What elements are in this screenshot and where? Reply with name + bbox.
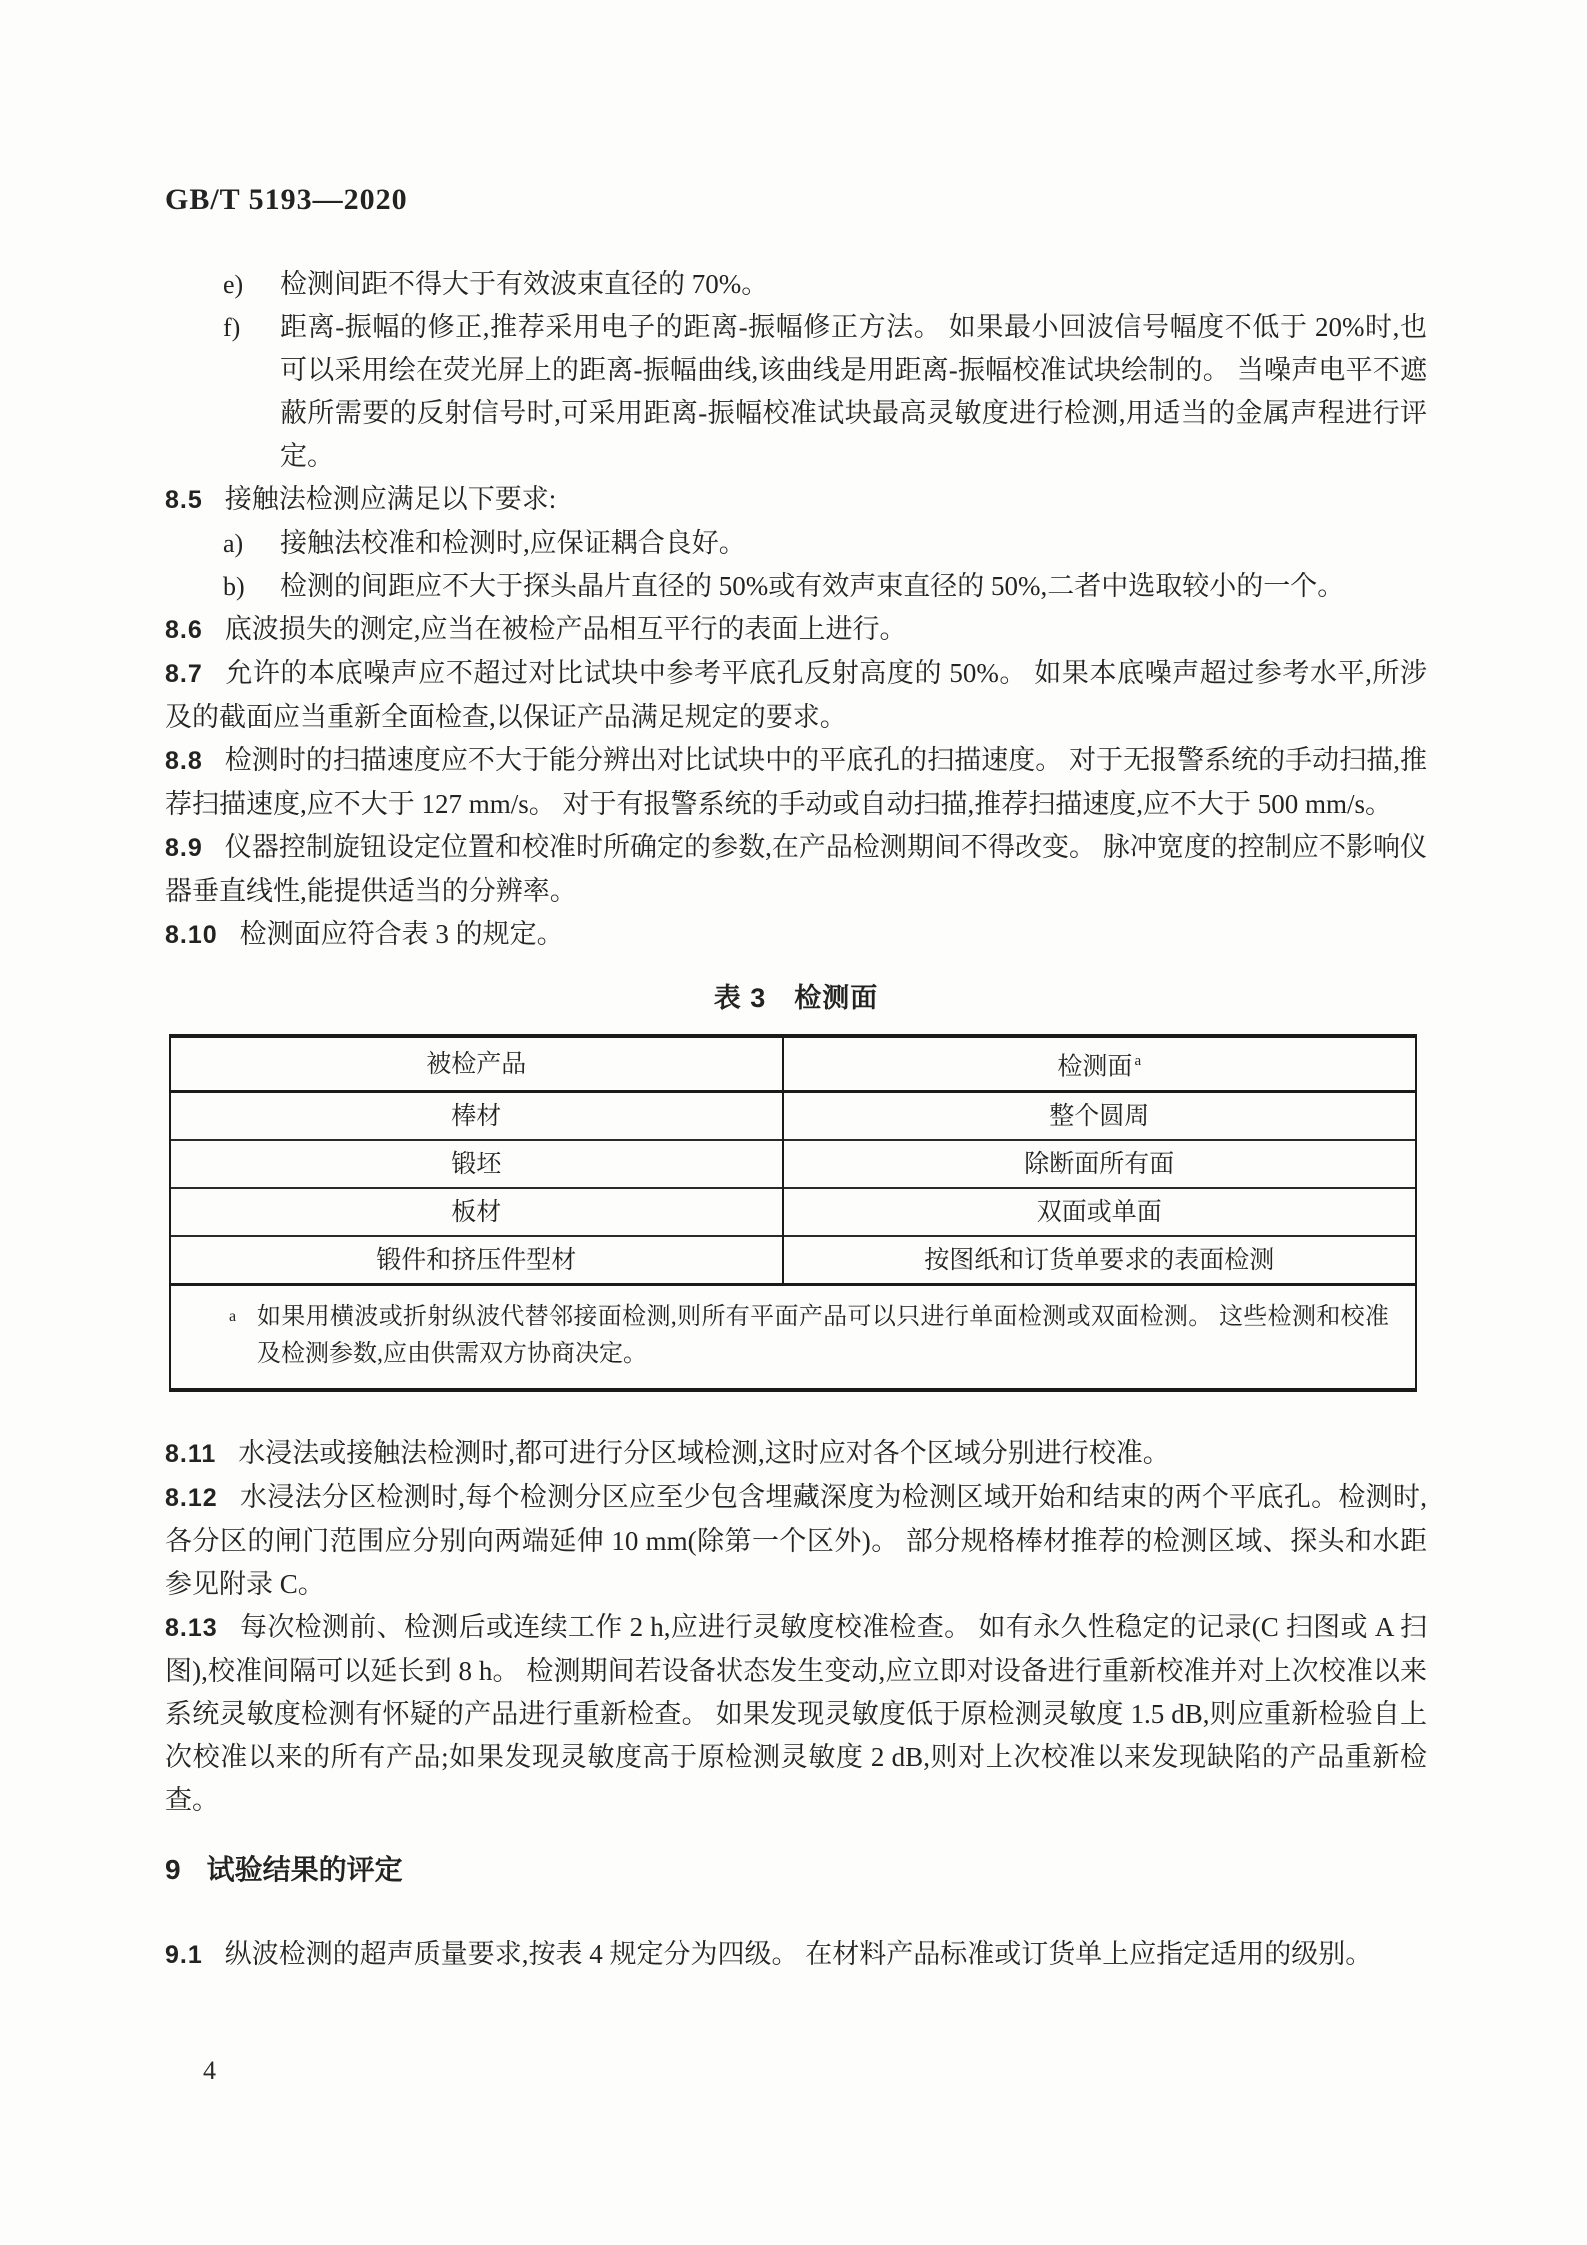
table-cell-product: 锻件和挤压件型材: [170, 1236, 783, 1285]
clause-8-12: [165, 1476, 1427, 1606]
clause-number: 8.13: [165, 1614, 218, 1642]
list-item-text: 距离-振幅的修正,推荐采用电子的距离-振幅修正方法。 如果最小回波信号幅度不低于 20%时,也可以采用绘在荧光屏上的距离-振幅曲线,该曲线是用距离-振幅校准试块绘制的。 当噪声电平不遮蔽所需要的反射信号时,可采用距离-振幅校准试块最高灵敏度进行检测,用适当的金属声程进行评定。: [280, 312, 1427, 471]
list-item-f: [223, 306, 1427, 478]
table-footnote: [170, 1285, 1416, 1391]
clause-text: 检测时的扫描速度应不大于能分辨出对比试块中的平底孔的扫描速度。 对于无报警系统的手动扫描,推荐扫描速度,应不大于 127 mm/s。 对于有报警系统的手动或自动扫描,推荐扫描速度,应不大于 500 mm/s。: [165, 745, 1427, 819]
table-row: [170, 1188, 1416, 1236]
clause-text: 纵波检测的超声质量要求,按表 4 规定分为四级。 在材料产品标准或订货单上应指定适用的级别。: [224, 1939, 1373, 1969]
page-number: 4: [203, 2056, 216, 2085]
section-title: 试验结果的评定: [206, 1854, 403, 1885]
clause-number: 8.9: [165, 834, 203, 862]
table-cell-surface: 除断面所有面: [783, 1140, 1416, 1188]
table-caption: 表 3 检测面: [713, 983, 879, 1013]
table-row: [170, 1092, 1416, 1141]
clause-number: 8.5: [165, 486, 203, 514]
list-item-text: 检测的间距应不大于探头晶片直径的 50%或有效声束直径的 50%,二者中选取较小的一个。: [280, 571, 1345, 601]
list-item-label: b): [223, 572, 245, 601]
clause-text: 检测面应符合表 3 的规定。: [239, 919, 564, 949]
list-item-label: f): [223, 313, 241, 342]
clause-number: 8.7: [165, 660, 203, 688]
table-cell-surface: 双面或单面: [783, 1188, 1416, 1236]
clause-text: 水浸法或接触法检测时,都可进行分区域检测,这时应对各个区域分别进行校准。: [238, 1438, 1170, 1468]
clause-number: 8.8: [165, 747, 203, 775]
clause-number: 9.1: [165, 1941, 203, 1969]
table-cell-surface: 整个圆周: [783, 1092, 1416, 1141]
table-header-product: 被检产品: [170, 1036, 783, 1092]
clause-text: 水浸法分区检测时,每个检测分区应至少包含埋藏深度为检测区域开始和结束的两个平底孔。检测时,各分区的闸门范围应分别向两端延伸 10 mm(除第一个区外)。 部分规格棒材推荐的检测区域、探头和水距参见附录 C。: [165, 1482, 1427, 1599]
list-item-label: e): [223, 270, 244, 299]
clause-number: 8.12: [165, 1484, 218, 1512]
clause-8-13: [165, 1606, 1427, 1822]
table-header-surface: [783, 1036, 1416, 1092]
footnote-text: 如果用横波或折射纵波代替邻接面检测,则所有平面产品可以只进行单面检测或双面检测。 这些检测和校准及检测参数,应由供需双方协商决定。: [257, 1304, 1389, 1367]
clause-text: 接触法检测应满足以下要求:: [224, 484, 557, 514]
standard-number: GB/T 5193—2020: [165, 183, 408, 216]
table-row: [170, 1140, 1416, 1188]
table-header-surface-label: 检测面: [1057, 1053, 1133, 1081]
table-3-wrapper: [165, 1034, 1427, 1392]
section-number: 9: [165, 1854, 181, 1885]
footnote-marker: a: [229, 1308, 237, 1325]
clause-number: 8.6: [165, 616, 203, 644]
list-item-label: a): [223, 529, 244, 558]
clause-8-11: [165, 1432, 1427, 1476]
clause-8-7: [165, 652, 1427, 739]
table-row: [170, 1236, 1416, 1285]
table-3-detection-surface: [169, 1034, 1417, 1392]
section-9-heading: [165, 1848, 1427, 1891]
clause-9-1: [165, 1933, 1427, 1977]
clause-number: 8.11: [165, 1440, 217, 1468]
table-cell-surface: 按图纸和订货单要求的表面检测: [783, 1236, 1416, 1285]
list-item-b: [223, 565, 1427, 608]
table-header-footnote-ref: a: [1134, 1052, 1142, 1069]
table-cell-product: 板材: [170, 1188, 783, 1236]
table-header-row: [170, 1036, 1416, 1092]
clause-text: 允许的本底噪声应不超过对比试块中参考平底孔反射高度的 50%。 如果本底噪声超过参考水平,所涉及的截面应当重新全面检查,以保证产品满足规定的要求。: [165, 658, 1427, 732]
table-cell-product: 棒材: [170, 1092, 783, 1141]
table-cell-product: 锻坯: [170, 1140, 783, 1188]
list-item-text: 检测间距不得大于有效波束直径的 70%。: [280, 269, 769, 299]
clause-text: 仪器控制旋钮设定位置和校准时所确定的参数,在产品检测期间不得改变。 脉冲宽度的控制应不影响仪器垂直线性,能提供适当的分辨率。: [165, 832, 1427, 906]
clause-8-9: [165, 826, 1427, 913]
clause-number: 8.10: [165, 921, 218, 949]
clause-8-6: [165, 608, 1427, 652]
clause-text: 每次检测前、检测后或连续工作 2 h,应进行灵敏度校准检查。 如有永久性稳定的记录(C 扫图或 A 扫图),校准间隔可以延长到 8 h。 检测期间若设备状态发生变动,应立即对设备进行重新校准并对上次校准以来系统灵敏度检测有怀疑的产品进行重新检查。 如果发现灵敏度低于原检测灵敏度 1.5 dB,则应重新检验自上次校准以来的所有产品;如果发现灵敏度高于原检测灵敏度 2 dB,则对上次校准以来发现缺陷的产品重新检查。: [165, 1612, 1427, 1815]
clause-8-8: [165, 739, 1427, 826]
clause-8-10: [165, 913, 1427, 957]
list-item-a: [223, 522, 1427, 565]
clause-text: 底波损失的测定,应当在被检产品相互平行的表面上进行。: [224, 614, 907, 644]
list-item-e: [223, 263, 1427, 306]
table-footnote-row: [170, 1285, 1416, 1391]
list-item-text: 接触法校准和检测时,应保证耦合良好。: [280, 528, 746, 558]
page-content: [165, 183, 1427, 1977]
clause-8-5: [165, 478, 1427, 522]
